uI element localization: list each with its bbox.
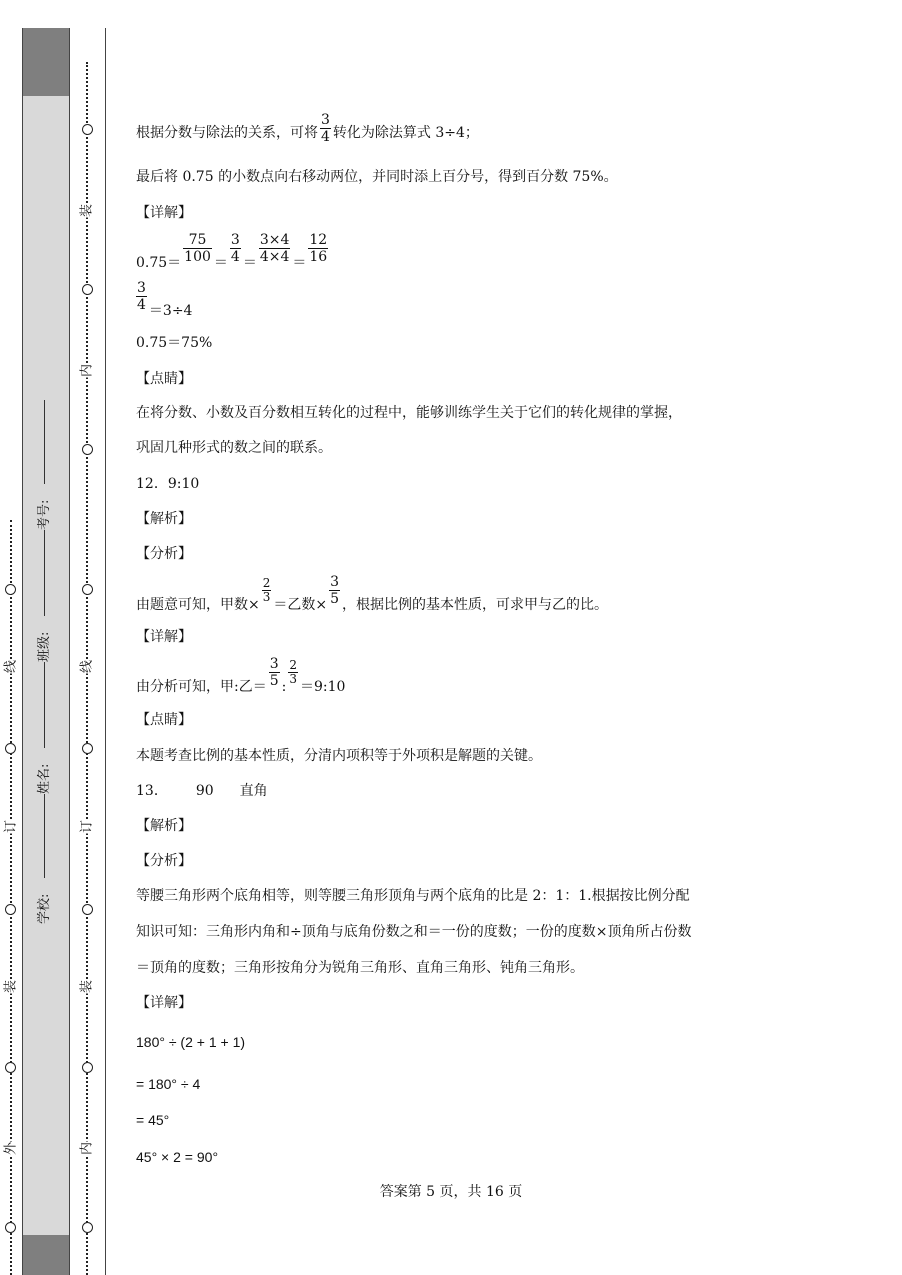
outer-label-ding: 订 [3,820,19,834]
numerator: 75 [183,232,212,249]
numerator: 3 [269,656,279,672]
inner-circle [82,284,93,295]
q11-detail-label: 【详解】 [136,205,192,221]
fraction-3-4 [136,280,147,313]
text: ＝3÷4 [148,302,193,319]
q12-fenxi-label: 【分析】 [136,546,192,562]
text: ＝ [292,254,307,271]
text: 由题意可知，甲数× [136,596,260,613]
fraction-2-3 [262,577,272,604]
fraction-3-5 [269,656,280,689]
inner-label-zhuang-2: 装 [79,980,95,994]
inner-label-nei-2: 内 [79,1142,95,1156]
inner-label-ding: 订 [79,820,95,834]
inner-circle [82,444,93,455]
fraction-3-5 [329,574,340,607]
binding-right-border [105,28,106,1275]
q13-calc-1: 180° ÷ (2 + 1 + 1) [136,1034,246,1050]
text: ＝9:10 [300,678,346,695]
q13-fenxi-label: 【分析】 [136,853,192,869]
text: : [281,678,287,695]
q12-comment: 本题考查比例的基本性质，分清内项积等于外项积是解题的关键。 [136,748,542,764]
denominator: 4 [321,129,330,145]
q13-calc-3: = 45° [136,1112,170,1128]
q13-calc-2: = 180° ÷ 4 [136,1076,201,1092]
denominator: 3 [262,590,271,604]
q11-comment-line-2: 巩固几种形式的数之间的联系。 [136,440,332,456]
numerator: 3 [137,280,146,296]
numerator: 2 [289,658,297,672]
band-top-block [23,28,69,96]
q11-equation-3: 0.75＝75% [136,335,213,351]
numerator: 2 [262,576,271,590]
fraction [308,232,328,265]
q12-comment-label: 【点睛】 [136,712,192,728]
outer-dotted-line [10,520,12,1275]
fraction [230,232,241,265]
inner-label-xian: 线 [79,660,95,674]
q13-fenxi-line-1: 等腰三角形两个底角相等，则等腰三角形顶角与两个底角的比是 2：1：1.根据按比例分配 [136,888,690,904]
inner-circle [82,124,93,135]
numerator: 3×4 [259,232,290,248]
text: ，根据比例的基本性质，可求甲与乙的比。 [342,596,609,613]
outer-circle [5,743,16,754]
q12-detail-text [136,656,345,696]
q13-calc-4: 45° × 2 = 90° [136,1149,219,1165]
text: 根据分数与除法的关系，可将 [136,125,318,141]
answer-2: 直角 [239,783,268,799]
school-underline [44,794,45,878]
inner-circle [82,584,93,595]
fraction [183,232,212,265]
numerator: 12 [309,232,328,248]
text: 0.75＝ [136,254,182,271]
question-number: 13． [136,783,168,799]
text: ＝ [242,254,257,271]
page-footer: 答案第 5 页，共 16 页 [379,1184,523,1200]
fraction-2-3 [288,659,298,686]
denominator: 4 [230,249,240,265]
denominator: 5 [330,591,340,607]
denominator: 3 [289,672,297,686]
denominator: 100 [184,249,211,265]
exam-no-underline [44,400,45,484]
class-label: 班级: [37,631,52,662]
q13-analysis-label: 【解析】 [136,818,192,834]
band-bottom-block [23,1235,69,1275]
numerator: 3 [321,112,330,128]
text: ＝乙数× [273,596,328,613]
inner-circle [82,743,93,754]
school-label: 学校: [37,893,52,924]
q12-detail-label: 【详解】 [136,629,192,645]
outer-circle [5,904,16,915]
q13-header [136,780,268,800]
outer-binding-line [0,0,22,1275]
fraction [259,232,291,265]
outer-circle [5,1222,16,1233]
q11-analysis-line-2: 最后将 0.75 的小数点向右移动两位，并同时添上百分号，得到百分数 75%。 [136,169,618,185]
denominator: 5 [269,673,279,689]
answer-1: 90 [195,783,214,799]
q12-header: 12．9:10 [136,476,200,492]
numerator: 3 [330,574,340,590]
inner-label-zhuang: 装 [79,204,95,218]
q11-equation-2 [136,280,192,320]
inner-circle [82,904,93,915]
text: ＝ [213,254,228,271]
q12-fenxi-text [136,574,608,614]
class-underline [44,530,45,616]
text: 由分析可知，甲:乙＝ [136,678,267,695]
q11-analysis-line-1 [136,112,479,145]
outer-label-zhuang: 装 [3,980,19,994]
exam-no-label: 考号: [37,499,52,530]
q11-comment-label: 【点睛】 [136,371,192,387]
name-underline [44,662,45,748]
q11-comment-line-1: 在将分数、小数及百分数相互转化的过程中，能够训练学生关于它们的转化规律的掌握， [136,405,682,421]
outer-label-xian: 线 [3,660,19,674]
text: 转化为除法算式 3÷4； [332,125,479,141]
fraction-3-4 [320,112,331,145]
denominator: 4 [137,297,146,313]
outer-label-wai: 外 [3,1142,19,1156]
denominator: 16 [309,249,328,265]
inner-label-nei: 内 [79,364,95,378]
outer-circle [5,1062,16,1073]
denominator: 4×4 [259,249,290,265]
name-label: 姓名: [37,763,52,794]
q13-fenxi-line-2: 知识可知：三角形内角和÷顶角与底角份数之和＝一份的度数；一份的度数×顶角所占份数 [136,924,692,940]
inner-circle [82,1222,93,1233]
outer-circle [5,584,16,595]
q13-fenxi-line-3: ＝顶角的度数；三角形按角分为锐角三角形、直角三角形、钝角三角形。 [136,960,584,976]
q12-analysis-label: 【解析】 [136,511,192,527]
numerator: 3 [230,232,240,248]
q11-equation-1 [136,232,330,272]
inner-circle [82,1062,93,1073]
q13-detail-label: 【详解】 [136,995,192,1011]
